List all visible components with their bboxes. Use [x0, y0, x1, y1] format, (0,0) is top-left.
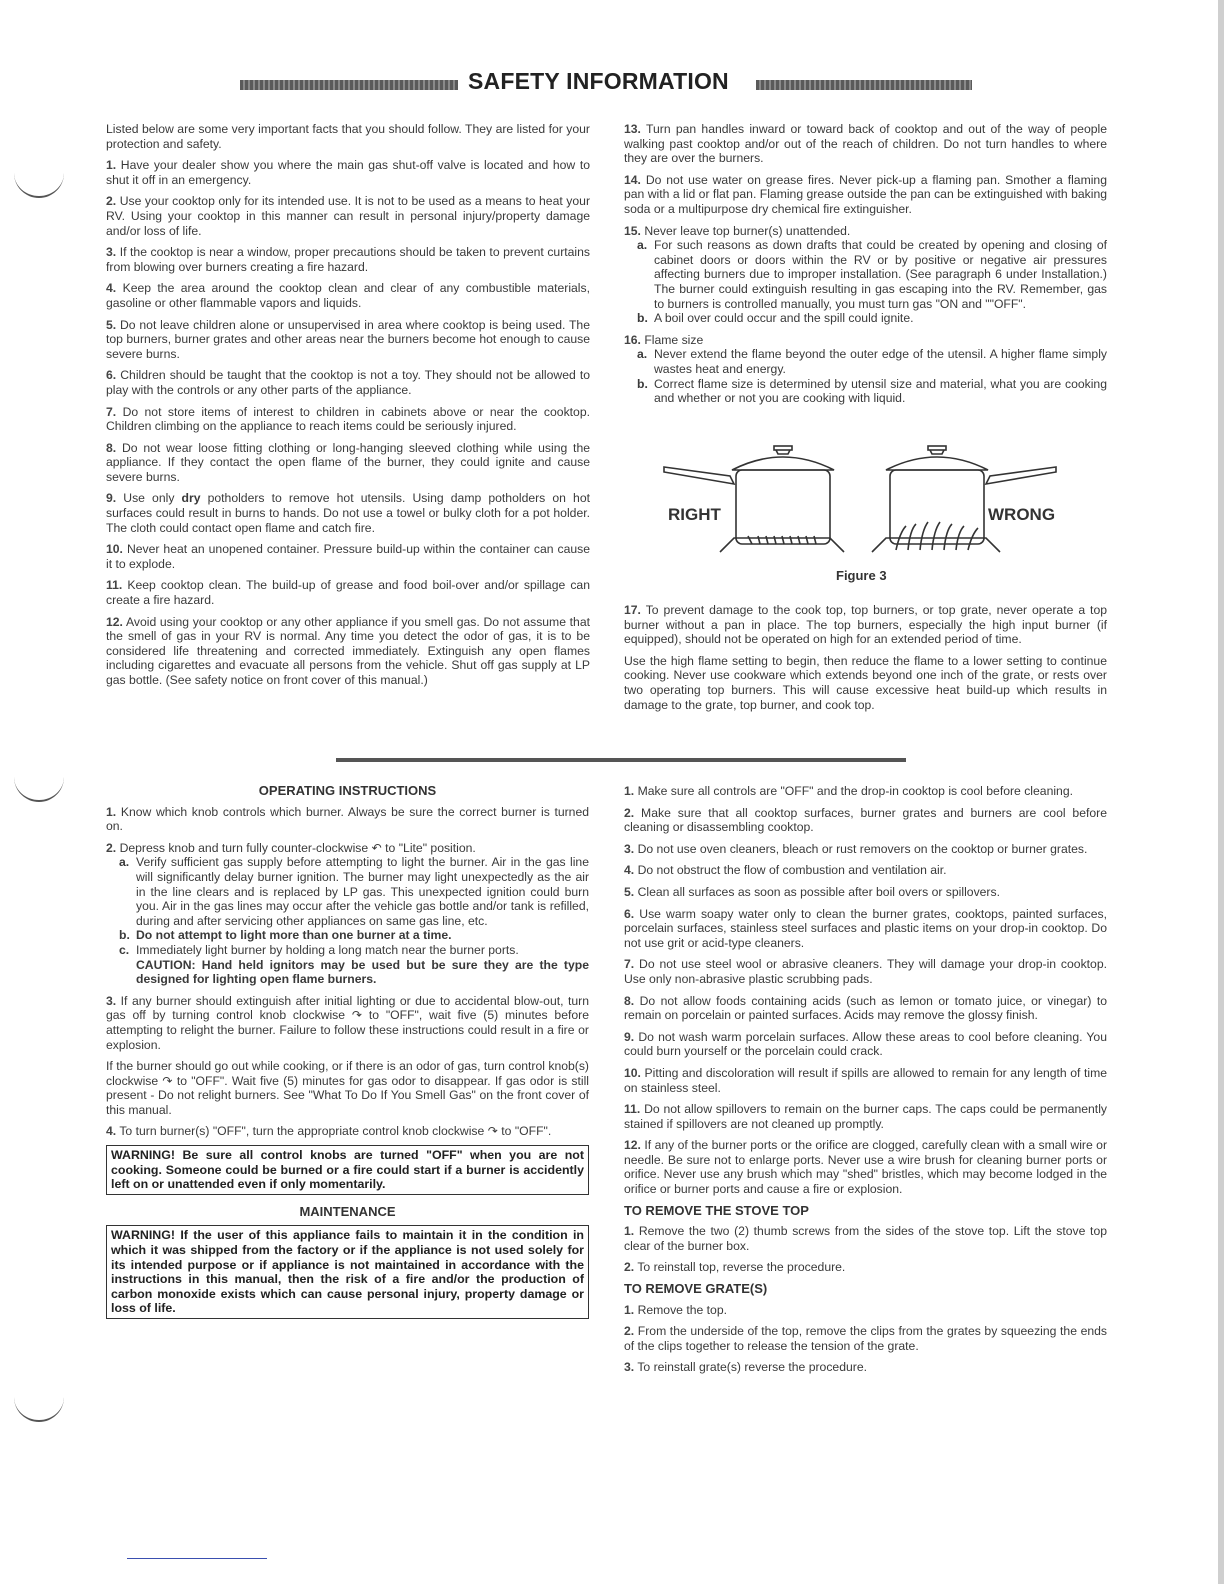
safety-item: 10. Never heat an unopened container. Pressure build-up within the container can cause it to explode.: [106, 542, 591, 571]
grates-title: TO REMOVE GRATE(S): [624, 1281, 768, 1297]
grate-step: 1. Remove the top.: [624, 1302, 727, 1317]
maintenance-warning: WARNING! If the user of this appliance fails to maintain it in the condition in which it was shipped from the factory or if the appliance is not used solely for its intended purpose or if appliance is not maintained in accordance with the instructions in this manual, then the risk of a fire and/or the production of carbon monoxide exists which can cause personal injury, property damage or loss of life.: [106, 1225, 589, 1319]
safety-item-13: 13. Turn pan handles inward or toward back of cooktop and out of the way of people walking past cooktop and/or out of the reach of children. Do not turn handles to where they are over the burners.: [624, 122, 1108, 166]
safety-item: 2. Use your cooktop only for its intended use. It is not to be used as a means to heat your RV. Using your cooktop in this manner can result in personal injury/property damage and/or loss of life.: [106, 194, 590, 238]
safety-item: 1. Have your dealer show you where the main gas shut-off valve is located and how to shut it off in an emergency.: [106, 158, 591, 187]
cleaning-item: 5. Clean all surfaces as soon as possible after boil overs or spillovers.: [624, 884, 1000, 899]
safety-item: 12. Avoid using your cooktop or any other appliance if you smell gas. Do not assume that the smell of gas in your RV is normal. Any time you detect the odor of gas, it is to be considered life threatening and corrected immediately. Extinguish any open flames including cigarettes and evacuate all persons from the vehicle. Shut off gas supply at LP gas bottle. (See safety notice on front cover of this manual.): [106, 614, 590, 687]
burner-out-paragraph: If the burner should go out while cooking, or if there is an odor of gas, turn control knob(s) clockwise ↷ to "OFF". Wait five (5) minutes for gas odor to disappear. If gas odor is still present - Do not relight burners. See "What To Do If You Smell Gas" on the front cover of this manual.: [106, 1059, 589, 1117]
safety-item-15a: a. For such reasons as down drafts that could be created by opening and closing of cabinet doors or doors within the RV or by positive or negative air pressures affecting burners due to improper installation. (See paragraph 6 under Installation.) The burner could extinguish resulting in gas escaping into the RV. Remember, gas to burners is controlled manually, you must turn gas "ON and ""OFF".: [637, 238, 1107, 311]
stove-top-title: TO REMOVE THE STOVE TOP: [624, 1202, 809, 1218]
safety-item: 6. Children should be taught that the cooktop is not a toy. They should not be allowed to play with the controls or any other parts of the appliance.: [106, 368, 591, 397]
wrong-label: WRONG: [988, 505, 1056, 524]
safety-item-16b: b. Correct flame size is determined by utensil size and material, what you are cooking and whether or not you are cooking with liquid.: [637, 376, 1107, 406]
safety-item: 7. Do not store items of interest to children in cabinets above or near the cooktop. Children climbing on the appliance to reach items could be seriously injured.: [106, 404, 590, 434]
cleaning-column: [624, 784, 1107, 1382]
section-divider: [336, 758, 906, 762]
right-label: RIGHT: [668, 505, 721, 524]
punch-hole-bottom: [14, 1390, 64, 1422]
page-edge: [1218, 0, 1224, 1584]
safety-item-17: 17. To prevent damage to the cook top, top burners, or top grate, never operate a top burner without a pan in place. The top burners, especially the high input burner (if equipped), should not be operated on high for an extended period of time.: [624, 603, 1108, 647]
figure-3: [660, 440, 1080, 585]
grate-step: 3. To reinstall grate(s) reverse the procedure.: [624, 1360, 867, 1375]
safety-item-15: 15. Never leave top burner(s) unattended.: [624, 223, 851, 238]
safety-item-16: 16. Flame size: [624, 332, 704, 347]
operating-item-3: 3. If any burner should extinguish after initial lighting or due to accidental blow-out, turn gas off by turning control knob clockwise ↷ to "OFF", wait five (5) minutes before attempting to relight the burner. Failure to follow these instructions could result in a fire or explosion.: [106, 993, 589, 1052]
punch-hole-top: [14, 166, 64, 198]
clockwise-icon: ↷: [162, 1073, 173, 1088]
cleaning-list: [624, 784, 1107, 1197]
cleaning-item: 10. Pitting and discoloration will result if spills are allowed to remain for any length of time on stainless steel.: [624, 1065, 1107, 1095]
clockwise-icon: ↷: [487, 1124, 498, 1139]
cleaning-item: 6. Use warm soapy water only to clean the burner grates, cooktops, painted surfaces, porcelain surfaces, stainless steel surfaces and plastic items on your drop-in cooktop. Do not use grit or acid-type cleaners.: [624, 906, 1107, 950]
safety-item-16a: a. Never extend the flame beyond the outer edge of the utensil. A higher flame simply wastes heat and energy.: [637, 347, 1107, 376]
safety-item: 5. Do not leave children alone or unsupervised in area where cooktop is being used. The top burners, burner grates and other areas near the burners become hot enough to cause severe burns.: [106, 317, 590, 361]
operating-warning: WARNING! Be sure all control knobs are turned "OFF" when you are not cooking. Someone could be burned or a fire could start if a burner is accidently left on or unattended even if only momentarily.: [106, 1145, 589, 1195]
operating-item-4: 4. To turn burner(s) "OFF", turn the appropriate control knob clockwise ↷ to "OFF".: [106, 1124, 552, 1139]
cleaning-item: 7. Do not use steel wool or abrasive cleaners. They will damage your drop-in cooktop. Use only non-abrasive plastic scrubbing pads.: [624, 957, 1107, 986]
page-title: SAFETY INFORMATION: [468, 68, 729, 94]
stove-top-step: 1. Remove the two (2) thumb screws from the sides of the stove top. Lift the stove top clear of the burner box.: [624, 1224, 1108, 1253]
safety-item: 11. Keep cooktop clean. The build-up of grease and food boil-over and/or spillage can create a fire hazard.: [106, 578, 590, 608]
grate-step: 2. From the underside of the top, remove the clips from the grates by squeezing the ends of the clips together to release the tension of the grate.: [624, 1324, 1108, 1353]
operating-item-2-subs: [106, 855, 589, 986]
cleaning-item: 1. Make sure all controls are "OFF" and the drop-in cooktop is cool before cleaning.: [624, 784, 1073, 798]
safety-item-16-subs: [624, 347, 1107, 405]
wrong-pan-drawing: [872, 446, 1056, 552]
safety-left-column: [106, 122, 590, 695]
clockwise-icon: ↷: [351, 1008, 363, 1023]
operating-item-2b: b. Do not attempt to light more than one burner at a time.: [119, 928, 452, 943]
operating-item-2a: a. Verify sufficient gas supply before attempting to light the burner. Air in the gas line will significantly delay burner ignition. The burner may light unexpectedly as the air in the line clears and is replaced by LP gas. This unexpected ignition could burn you. Air in the gas lines may occur after the vehicle gas bottle and/or tank is refilled, during and after servicing other appliances on same gas line, etc.: [119, 855, 589, 928]
safety-list-left: [106, 158, 590, 687]
high-flame-paragraph: Use the high flame setting to begin, then reduce the flame to a lower setting to continue cooking. Never use cookware which extends beyond one inch of the grate, or rests over two operating top burners. This will cause excessive heat build-up which results in damage to the grate, top burner, and cook top.: [624, 653, 1107, 712]
safety-item: 9. Use only dry potholders to remove hot utensils. Using damp potholders on hot surfaces could result in burns to hands. Do not use a towel or bulky cloth for a pot holder. The cloth could contact open flame and catch fire.: [106, 491, 590, 535]
safety-intro: Listed below are some very important facts that you should follow. They are listed for your protection and safety.: [106, 122, 590, 151]
operating-item-2: 2. Depress knob and turn fully counter-clockwise ↶ to "Lite" position.: [106, 840, 476, 855]
operating-item-1: 1. Know which knob controls which burner. Always be sure the correct burner is turned on.: [106, 804, 590, 834]
safety-item-14: 14. Do not use water on grease fires. Never pick-up a flaming pan. Smother a flaming pan with a lid or flat pan. Flaming grease outside the pan can be extinguished with baking soda or a multipurpose dry chemical fire extinguisher.: [624, 172, 1107, 216]
operating-title: OPERATING INSTRUCTIONS: [258, 783, 437, 798]
header-bar-right: [756, 80, 972, 90]
cleaning-item: 12. If any of the burner ports or the orifice are clogged, carefully clean with a small wire or needle. Be sure not to enlarge ports. Never use a wire brush for cleaning burner ports or orifice. Never use any brush which may "shed" bristles, which may become lodged in the orifice or burner ports and cause a fire or explosion.: [624, 1138, 1107, 1197]
cleaning-item: 2. Make sure that all cooktop surfaces, burner grates and burners are cool before cleaning or disassembling cooktop.: [624, 805, 1107, 835]
safety-item-15-subs: [624, 238, 1107, 326]
cleaning-item: 11. Do not allow spillovers to remain on the burner caps. The caps could be permanently stained if spillovers are not cleaned up promptly.: [624, 1102, 1107, 1131]
cleaning-item: 8. Do not allow foods containing acids (such as lemon or tomato juice, or vinegar) to remain on porcelain or painted surfaces. Acids may remove the glossy finish.: [624, 993, 1107, 1023]
pan-flame-illustration: [660, 440, 1080, 565]
safety-right-column-bottom: [624, 603, 1107, 719]
maintenance-title: MAINTENANCE: [299, 1203, 396, 1219]
bottom-line: [127, 1558, 267, 1559]
stove-top-list: [624, 1224, 1107, 1275]
operating-column: [106, 784, 589, 1329]
header-bar-left: [240, 80, 458, 90]
safety-item: 8. Do not wear loose fitting clothing or long-hanging sleeved clothing while using the appliance. If they contact the open flame of the burner, they could ignite and cause severe burns.: [106, 440, 590, 484]
grates-list: [624, 1303, 1107, 1375]
cleaning-item: 9. Do not wash warm porcelain surfaces. Allow these areas to cool before cleaning. You could burn yourself or the porcelain could crack.: [624, 1029, 1107, 1059]
counter-clockwise-icon: ↶: [371, 840, 382, 855]
page-header: [240, 68, 972, 98]
cleaning-item: 3. Do not use oven cleaners, bleach or rust removers on the cooktop or burner grates.: [624, 841, 1088, 856]
punch-hole-middle: [14, 770, 64, 802]
operating-item-2c: c. Immediately light burner by holding a long match near the burner ports. CAUTION: Hand held ignitors may be used but be sure they are the type designed for lighting open flame burners.: [119, 942, 589, 987]
safety-right-column: [624, 122, 1107, 406]
safety-item: 4. Keep the area around the cooktop clean and clear of any combustible materials, gasoline or other flammable vapors and liquids.: [106, 281, 590, 310]
right-pan-drawing: [664, 446, 844, 552]
cleaning-item: 4. Do not obstruct the flow of combustion and ventilation air.: [624, 863, 947, 878]
figure-caption: Figure 3: [836, 568, 887, 583]
safety-item: 3. If the cooktop is near a window, proper precautions should be taken to prevent curtains from blowing over burners creating a fire hazard.: [106, 245, 590, 274]
safety-item-15b: b. A boil over could occur and the spill could ignite.: [637, 311, 914, 326]
stove-top-step: 2. To reinstall top, reverse the procedure.: [624, 1260, 846, 1275]
